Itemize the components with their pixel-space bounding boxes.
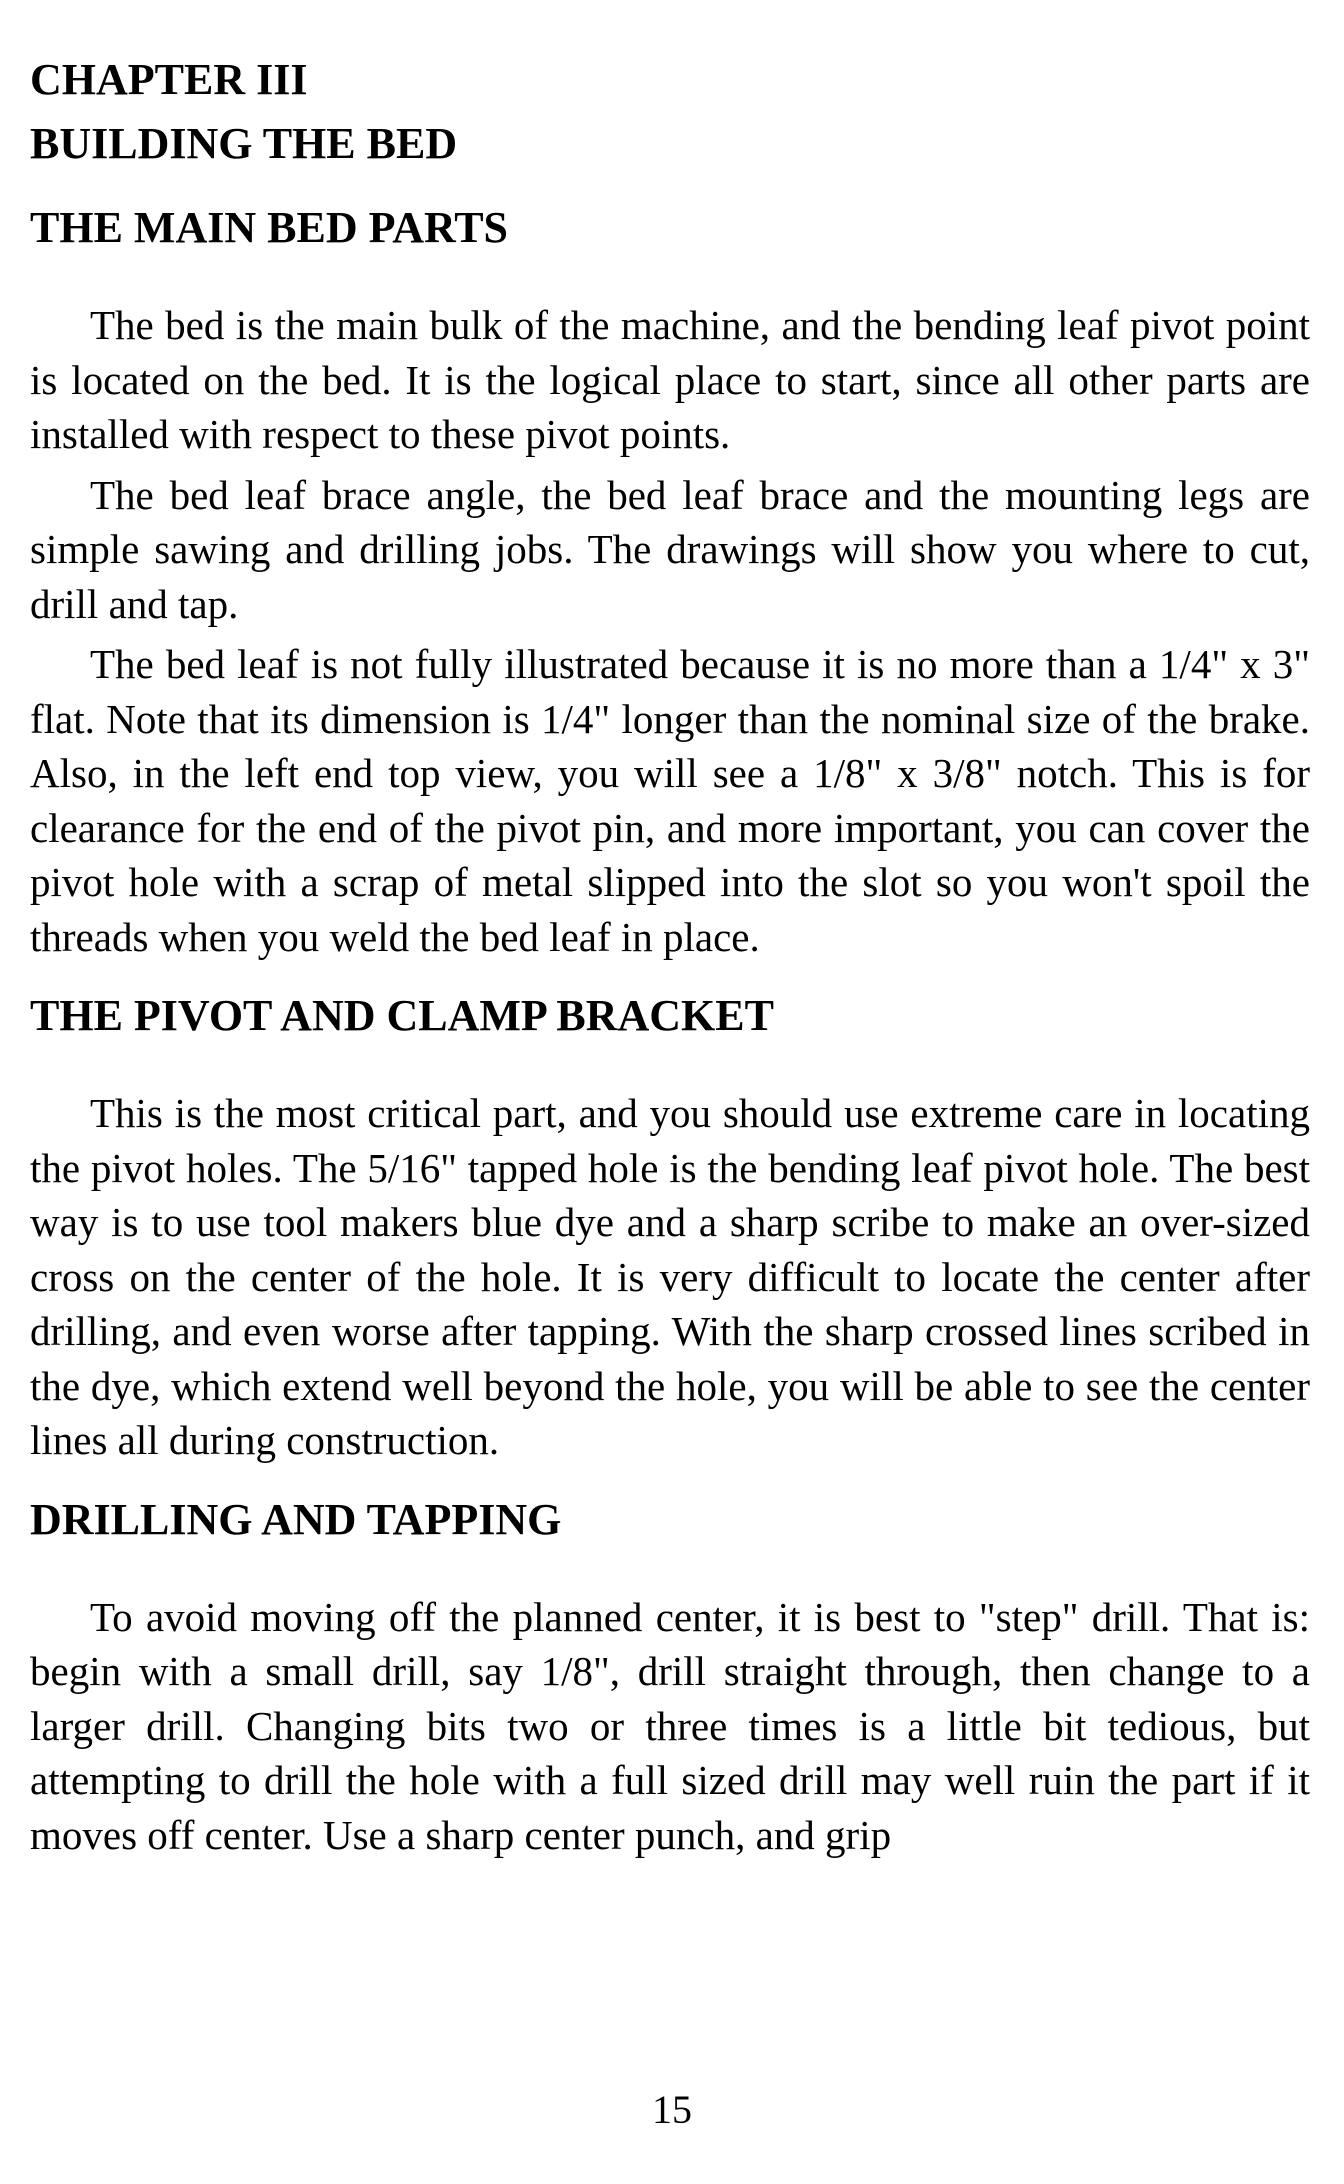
book-page xyxy=(30,30,1310,1862)
paragraph: This is the most critical part, and you should use extreme care in locating the pivot holes. The 5/16" tapped hole is the bending leaf pivot hole. The best way is to use tool makers blue dye and a sharp scribe to make an over-sized cross on the center of the hole. It is very difficult to locate the center after drilling, and even worse after tapping. With the sharp crossed lines scribed in the dye, which extend well beyond the hole, you will be able to see the center lines all during construction. xyxy=(30,1090,1310,1463)
paragraph: The bed leaf brace angle, the bed leaf brace and the mounting legs are simple sawing and drilling jobs. The drawings will show you where to cut, drill and tap. xyxy=(30,471,1310,627)
paragraph: To avoid moving off the planned center, it is best to "step" drill. That is: begin with a small drill, say 1/8", drill straight through, then change to a larger drill. Changing bits two or three times is a little bit tedious, but attempting to drill the hole with a full sized drill may well ruin the part if it moves off center. Use a sharp center punch, and grip xyxy=(30,1593,1310,1858)
page-number: 15 xyxy=(652,2087,692,2132)
section-body-pivot-clamp-bracket xyxy=(30,1086,1310,1468)
section-body-main-bed-parts xyxy=(30,298,1310,964)
chapter-number: CHAPTER III xyxy=(30,55,308,104)
paragraph: The bed leaf is not fully illustrated because it is no more than a 1/4" x 3" flat. Note that its dimension is 1/4" longer than the nominal size of the brake. Also, in the left end top view, you will see a 1/8" x 3/8" notch. This is for clearance for the end of the pivot pin, and more important, you can cover the pivot hole with a scrap of metal slipped into the slot so you won't spoil the threads when you weld the bed leaf in place. xyxy=(30,641,1310,960)
chapter-title: BUILDING THE BED xyxy=(30,119,458,168)
section-heading-pivot-clamp-bracket: THE PIVOT AND CLAMP BRACKET xyxy=(30,991,774,1040)
section-heading-drilling-tapping: DRILLING AND TAPPING xyxy=(30,1494,562,1544)
section-heading-main-bed-parts: THE MAIN BED PARTS xyxy=(30,203,509,252)
section-body-drilling-tapping xyxy=(30,1590,1310,1863)
paragraph: The bed is the main bulk of the machine, and the bending leaf pivot point is located on the bed. It is the logical place to start, since all other parts are installed with respect to these pivot points. xyxy=(30,302,1310,457)
